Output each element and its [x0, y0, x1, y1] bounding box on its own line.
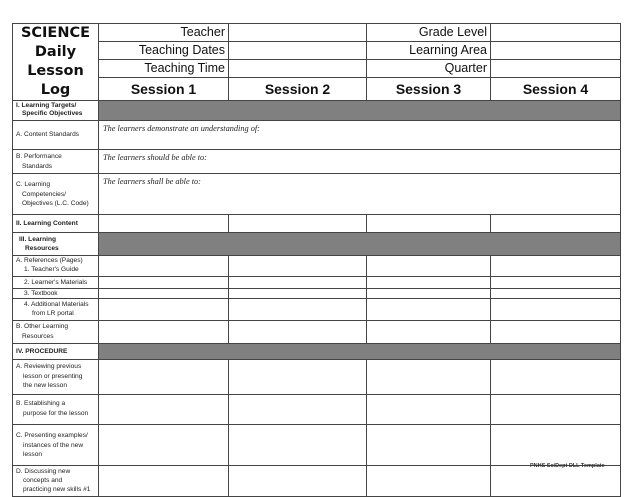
label-line: from LR portal — [32, 310, 74, 317]
procedure-c-row — [13, 425, 621, 466]
procedure-d-session-2[interactable] — [229, 466, 367, 497]
procedure-a-session-4[interactable] — [491, 360, 621, 395]
lesson-log-table — [12, 23, 621, 497]
performance-standards-row — [13, 150, 621, 174]
label-line: Objectives (L.C. Code) — [22, 200, 89, 207]
learners-materials-session-3[interactable] — [367, 277, 491, 289]
label-line: C. Learning — [16, 181, 51, 188]
label-line: Specific Objectives — [22, 110, 83, 117]
other-resources-session-2[interactable] — [229, 321, 367, 344]
label-line: III. Learning — [19, 236, 57, 243]
textbook-session-3[interactable] — [367, 289, 491, 299]
session-3-header: Session 3 — [367, 77, 491, 100]
procedure-c-session-3[interactable] — [367, 425, 491, 466]
learning-competencies-field[interactable]: The learners shall be able to: — [99, 174, 621, 215]
procedure-b-label — [13, 395, 99, 425]
label-line: instances of the new — [23, 441, 84, 449]
procedure-a-session-2[interactable] — [229, 360, 367, 395]
references-session-3[interactable] — [367, 256, 491, 277]
procedure-d-session-3[interactable] — [367, 466, 491, 497]
label-line: A. References (Pages) — [16, 257, 83, 264]
learners-materials-session-4[interactable] — [491, 277, 621, 289]
other-resources-session-3[interactable] — [367, 321, 491, 344]
content-standards-label: A. Content Standards — [13, 121, 99, 150]
section-shading — [99, 233, 621, 256]
procedure-d-session-4[interactable] — [491, 466, 621, 497]
grade-level-field[interactable] — [491, 24, 621, 42]
procedure-b-session-4[interactable] — [491, 395, 621, 425]
label-line: Competencies/ — [22, 190, 66, 198]
learning-content-label — [13, 215, 99, 233]
learning-area-label: Learning Area — [367, 41, 491, 59]
other-learning-resources-label — [13, 321, 99, 344]
session-4-header: Session 4 — [491, 77, 621, 100]
section-shading — [99, 101, 621, 121]
label-line: 4. Additional Materials — [24, 301, 89, 308]
procedure-c-session-4[interactable] — [491, 425, 621, 466]
other-resources-session-1[interactable] — [99, 321, 229, 344]
label-line: practicing new skills #1 — [23, 486, 91, 493]
procedure-a-row — [13, 360, 621, 395]
procedure-c-session-2[interactable] — [229, 425, 367, 466]
title-line-science: SCIENCE — [20, 25, 91, 41]
label-line: lesson — [23, 451, 43, 458]
learning-competencies-row — [13, 174, 621, 215]
label-line: C. Presenting examples/ — [16, 432, 88, 439]
document-title — [13, 24, 99, 101]
procedure-label — [13, 344, 99, 360]
label-line: II. Learning Content — [16, 219, 78, 227]
session-2-header: Session 2 — [229, 77, 367, 100]
procedure-a-label — [13, 360, 99, 395]
additional-materials-session-2[interactable] — [229, 299, 367, 321]
references-session-1[interactable] — [99, 256, 229, 277]
procedure-a-session-1[interactable] — [99, 360, 229, 395]
procedure-b-session-1[interactable] — [99, 395, 229, 425]
procedure-d-session-1[interactable] — [99, 466, 229, 497]
procedure-b-session-3[interactable] — [367, 395, 491, 425]
procedure-row — [13, 344, 621, 360]
label-line: Resources — [22, 332, 54, 340]
label-line: B. Other Learning — [16, 323, 69, 330]
teaching-dates-field[interactable] — [229, 41, 367, 59]
learners-materials-session-1[interactable] — [99, 277, 229, 289]
other-resources-session-4[interactable] — [491, 321, 621, 344]
references-label — [13, 256, 99, 277]
content-standards-row — [13, 121, 621, 150]
label-line: lesson or presenting — [23, 372, 83, 380]
learners-materials-label: 2. Learner's Materials — [13, 277, 99, 289]
content-standards-field[interactable]: The learners demonstrate an understanding of: — [99, 121, 621, 150]
grade-level-label: Grade Level — [367, 24, 491, 42]
label-line: A. Reviewing previous — [16, 363, 82, 370]
additional-materials-row — [13, 299, 621, 321]
procedure-c-label — [13, 425, 99, 466]
teaching-time-label: Teaching Time — [99, 59, 229, 77]
label-line: Standards — [22, 162, 53, 170]
session-1-header: Session 1 — [99, 77, 229, 100]
title-line-lesson-log: Lesson Log — [27, 63, 84, 98]
learning-resources-row — [13, 233, 621, 256]
learning-targets-row — [13, 101, 621, 121]
procedure-a-session-3[interactable] — [367, 360, 491, 395]
learning-content-row — [13, 215, 621, 233]
procedure-c-session-1[interactable] — [99, 425, 229, 466]
learning-content-session-4[interactable] — [491, 215, 621, 233]
learning-area-field[interactable] — [491, 41, 621, 59]
label-line: Resources — [25, 245, 59, 252]
teaching-time-field[interactable] — [229, 59, 367, 77]
additional-materials-label — [13, 299, 99, 321]
additional-materials-session-4[interactable] — [491, 299, 621, 321]
learners-materials-session-2[interactable] — [229, 277, 367, 289]
label-line: D. Discussing new — [16, 468, 71, 475]
learners-materials-row — [13, 277, 621, 289]
references-session-2[interactable] — [229, 256, 367, 277]
title-line-daily: Daily — [34, 44, 77, 60]
textbook-session-1[interactable] — [99, 289, 229, 299]
textbook-session-2[interactable] — [229, 289, 367, 299]
additional-materials-session-1[interactable] — [99, 299, 229, 321]
quarter-label: Quarter — [367, 59, 491, 77]
procedure-b-row — [13, 395, 621, 425]
label-line: I. Learning Targets/ — [16, 102, 77, 109]
procedure-d-label — [13, 466, 99, 497]
learning-content-session-1[interactable] — [99, 215, 229, 233]
quarter-field[interactable] — [491, 59, 621, 77]
teaching-dates-label: Teaching Dates — [99, 41, 229, 59]
label-line: purpose for the lesson — [23, 409, 89, 417]
textbook-session-4[interactable] — [491, 289, 621, 299]
procedure-d-row — [13, 466, 621, 497]
label-line: concepts and — [23, 477, 63, 484]
references-row — [13, 256, 621, 277]
performance-standards-field[interactable]: The learners should be able to: — [99, 150, 621, 174]
label-line: B. Establishing a — [16, 400, 66, 407]
section-shading — [99, 344, 621, 360]
learning-content-session-3[interactable] — [367, 215, 491, 233]
additional-materials-session-3[interactable] — [367, 299, 491, 321]
textbook-label: 3. Textbook — [13, 289, 99, 299]
learning-content-session-2[interactable] — [229, 215, 367, 233]
procedure-b-session-2[interactable] — [229, 395, 367, 425]
label-line: B. Performance — [16, 153, 62, 160]
learning-targets-label — [13, 101, 99, 121]
textbook-row — [13, 289, 621, 299]
references-session-4[interactable] — [491, 256, 621, 277]
other-learning-resources-row — [13, 321, 621, 344]
template-footer: PNHS SciDept DLL Template — [530, 463, 605, 469]
performance-standards-label — [13, 150, 99, 174]
teacher-field[interactable] — [229, 24, 367, 42]
learning-competencies-label — [13, 174, 99, 215]
learning-resources-label — [13, 233, 99, 256]
teacher-label: Teacher — [99, 24, 229, 42]
label-line: IV. PROCEDURE — [16, 347, 68, 355]
label-line: the new lesson — [23, 382, 67, 389]
label-line: 1. Teacher's Guide — [24, 265, 79, 273]
